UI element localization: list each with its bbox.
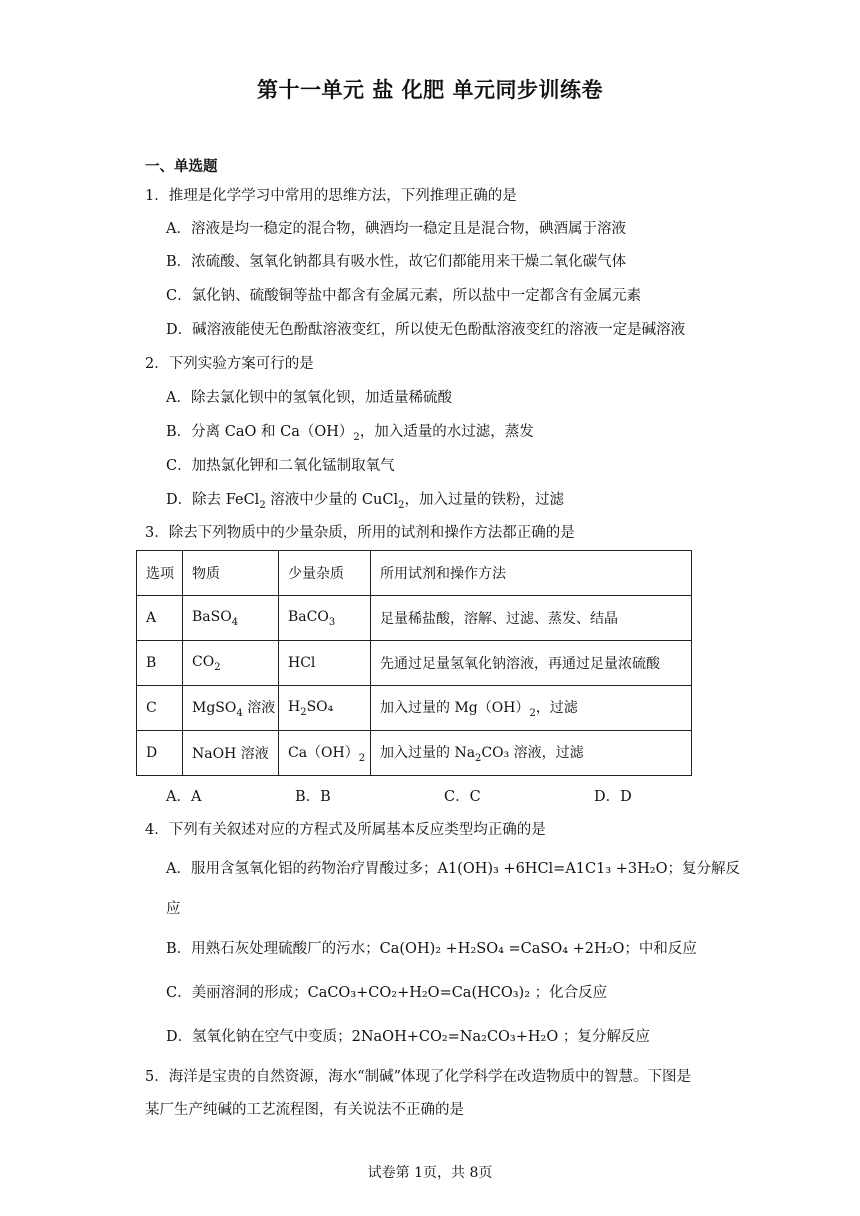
method-cell: 加入过量的 $Na_2CO_3$ 溶液，过滤 — [371, 731, 692, 776]
question-4-option-c: C．美丽溶洞的形成；CaCO₃+CO₂+H₂O=Ca(HCO₃)₂ ；化合反应 — [166, 985, 608, 1001]
option-cell: D — [137, 731, 183, 776]
method-cell: 先通过足量氢氧化钠溶液，再通过足量浓硫酸 — [371, 641, 692, 686]
question-2-option-d: D．除去 FeCl$_2$ 溶液中少量的 CuCl$_2$，加入过量的铁粉，过滤 — [166, 492, 564, 511]
table-row — [137, 596, 692, 641]
question-2-stem: 2．下列实验方案可行的是 — [145, 356, 314, 372]
question-3-stem: 3．除去下列物质中的少量杂质，所用的试剂和操作方法都正确的是 — [145, 525, 575, 541]
option-cell: A — [137, 596, 183, 641]
table-header-row — [137, 551, 692, 596]
question-4-option-a: A．服用含氢氧化铝的药物治疗胃酸过多；A1(OH)₃ +6HCl=A1C1₃ +3H₂O；复分解反 — [166, 861, 740, 877]
question-3-answer-c: C．C — [444, 789, 481, 805]
question-5-stem-line-1: 5．海洋是宝贵的自然资源，海水“制碱”体现了化学科学在改造物质中的智慧。下图是 — [145, 1069, 692, 1085]
page-title: 第十一单元 盐 化肥 单元同步训练卷 — [257, 78, 603, 102]
table-row — [137, 641, 692, 686]
question-2-option-b: B．分离 CaO 和 $Ca(OH)_2$，加入适量的水过滤，蒸发 — [166, 424, 534, 443]
question-1-stem: 1．推理是化学学习中常用的思维方法，下列推理正确的是 — [145, 188, 517, 204]
impurity-cell: $Ca(OH)_2$ — [279, 731, 371, 776]
table-row — [137, 731, 692, 776]
impurity-table — [136, 550, 692, 776]
impurity-cell: BaCO$_3$ — [279, 596, 371, 641]
impurity-cell: $H_2SO_4$ — [279, 686, 371, 731]
method-cell: 足量稀盐酸，溶解、过滤、蒸发、结晶 — [371, 596, 692, 641]
page-footer: 试卷第 1页，共 8页 — [367, 1165, 493, 1181]
question-4-option-a-cont: 应 — [166, 901, 181, 917]
table-row — [137, 686, 692, 731]
question-3-answer-d: D．D — [594, 789, 632, 805]
method-cell: 加入过量的 $Mg(OH)_2$，过滤 — [371, 686, 692, 731]
substance-cell: MgSO$_4$ 溶液 — [183, 686, 279, 731]
question-1-option-a: A．溶液是均一稳定的混合物，碘酒均一稳定且是混合物，碘酒属于溶液 — [166, 221, 626, 237]
question-1-option-d: D．碱溶液能使无色酚酞溶液变红，所以使无色酚酞溶液变红的溶液一定是碱溶液 — [166, 322, 686, 338]
question-1-option-c: C．氯化钠、硫酸铜等盐中都含有金属元素，所以盐中一定都含有金属元素 — [166, 288, 642, 304]
question-3-answer-b: B．B — [295, 789, 331, 805]
question-4-option-b: B．用熟石灰处理硫酸厂的污水；Ca(OH)₂ +H₂SO₄ =CaSO₄ +2H₂O；中和反应 — [166, 941, 697, 957]
substance-cell: $CO_2$ — [183, 641, 279, 686]
section-heading: 一、单选题 — [145, 159, 218, 175]
impurity-cell: HCl — [279, 641, 371, 686]
header-cell: 少量杂质 — [279, 551, 371, 596]
question-2-option-c: C．加热氯化钾和二氧化锰制取氧气 — [166, 458, 395, 474]
option-cell: C — [137, 686, 183, 731]
header-cell: 选项 — [137, 551, 183, 596]
header-cell: 所用试剂和操作方法 — [371, 551, 692, 596]
question-4-option-d: D．氢氧化钠在空气中变质；2NaOH+CO₂=Na₂CO₃+H₂O ；复分解反应 — [166, 1029, 650, 1045]
substance-cell: BaSO$_4$ — [183, 596, 279, 641]
option-cell: B — [137, 641, 183, 686]
question-3-answer-a: A．A — [166, 789, 202, 805]
question-2-option-a: A．除去氯化钡中的氢氧化钡，加适量稀硫酸 — [166, 390, 452, 406]
question-5-stem-line-2: 某厂生产纯碱的工艺流程图，有关说法不正确的是 — [145, 1102, 464, 1118]
substance-cell: NaOH 溶液 — [183, 731, 279, 776]
question-4-stem: 4．下列有关叙述对应的方程式及所属基本反应类型均正确的是 — [145, 822, 546, 838]
header-cell: 物质 — [183, 551, 279, 596]
question-1-option-b: B．浓硫酸、氢氧化钠都具有吸水性，故它们都能用来干燥二氧化碳气体 — [166, 254, 627, 270]
